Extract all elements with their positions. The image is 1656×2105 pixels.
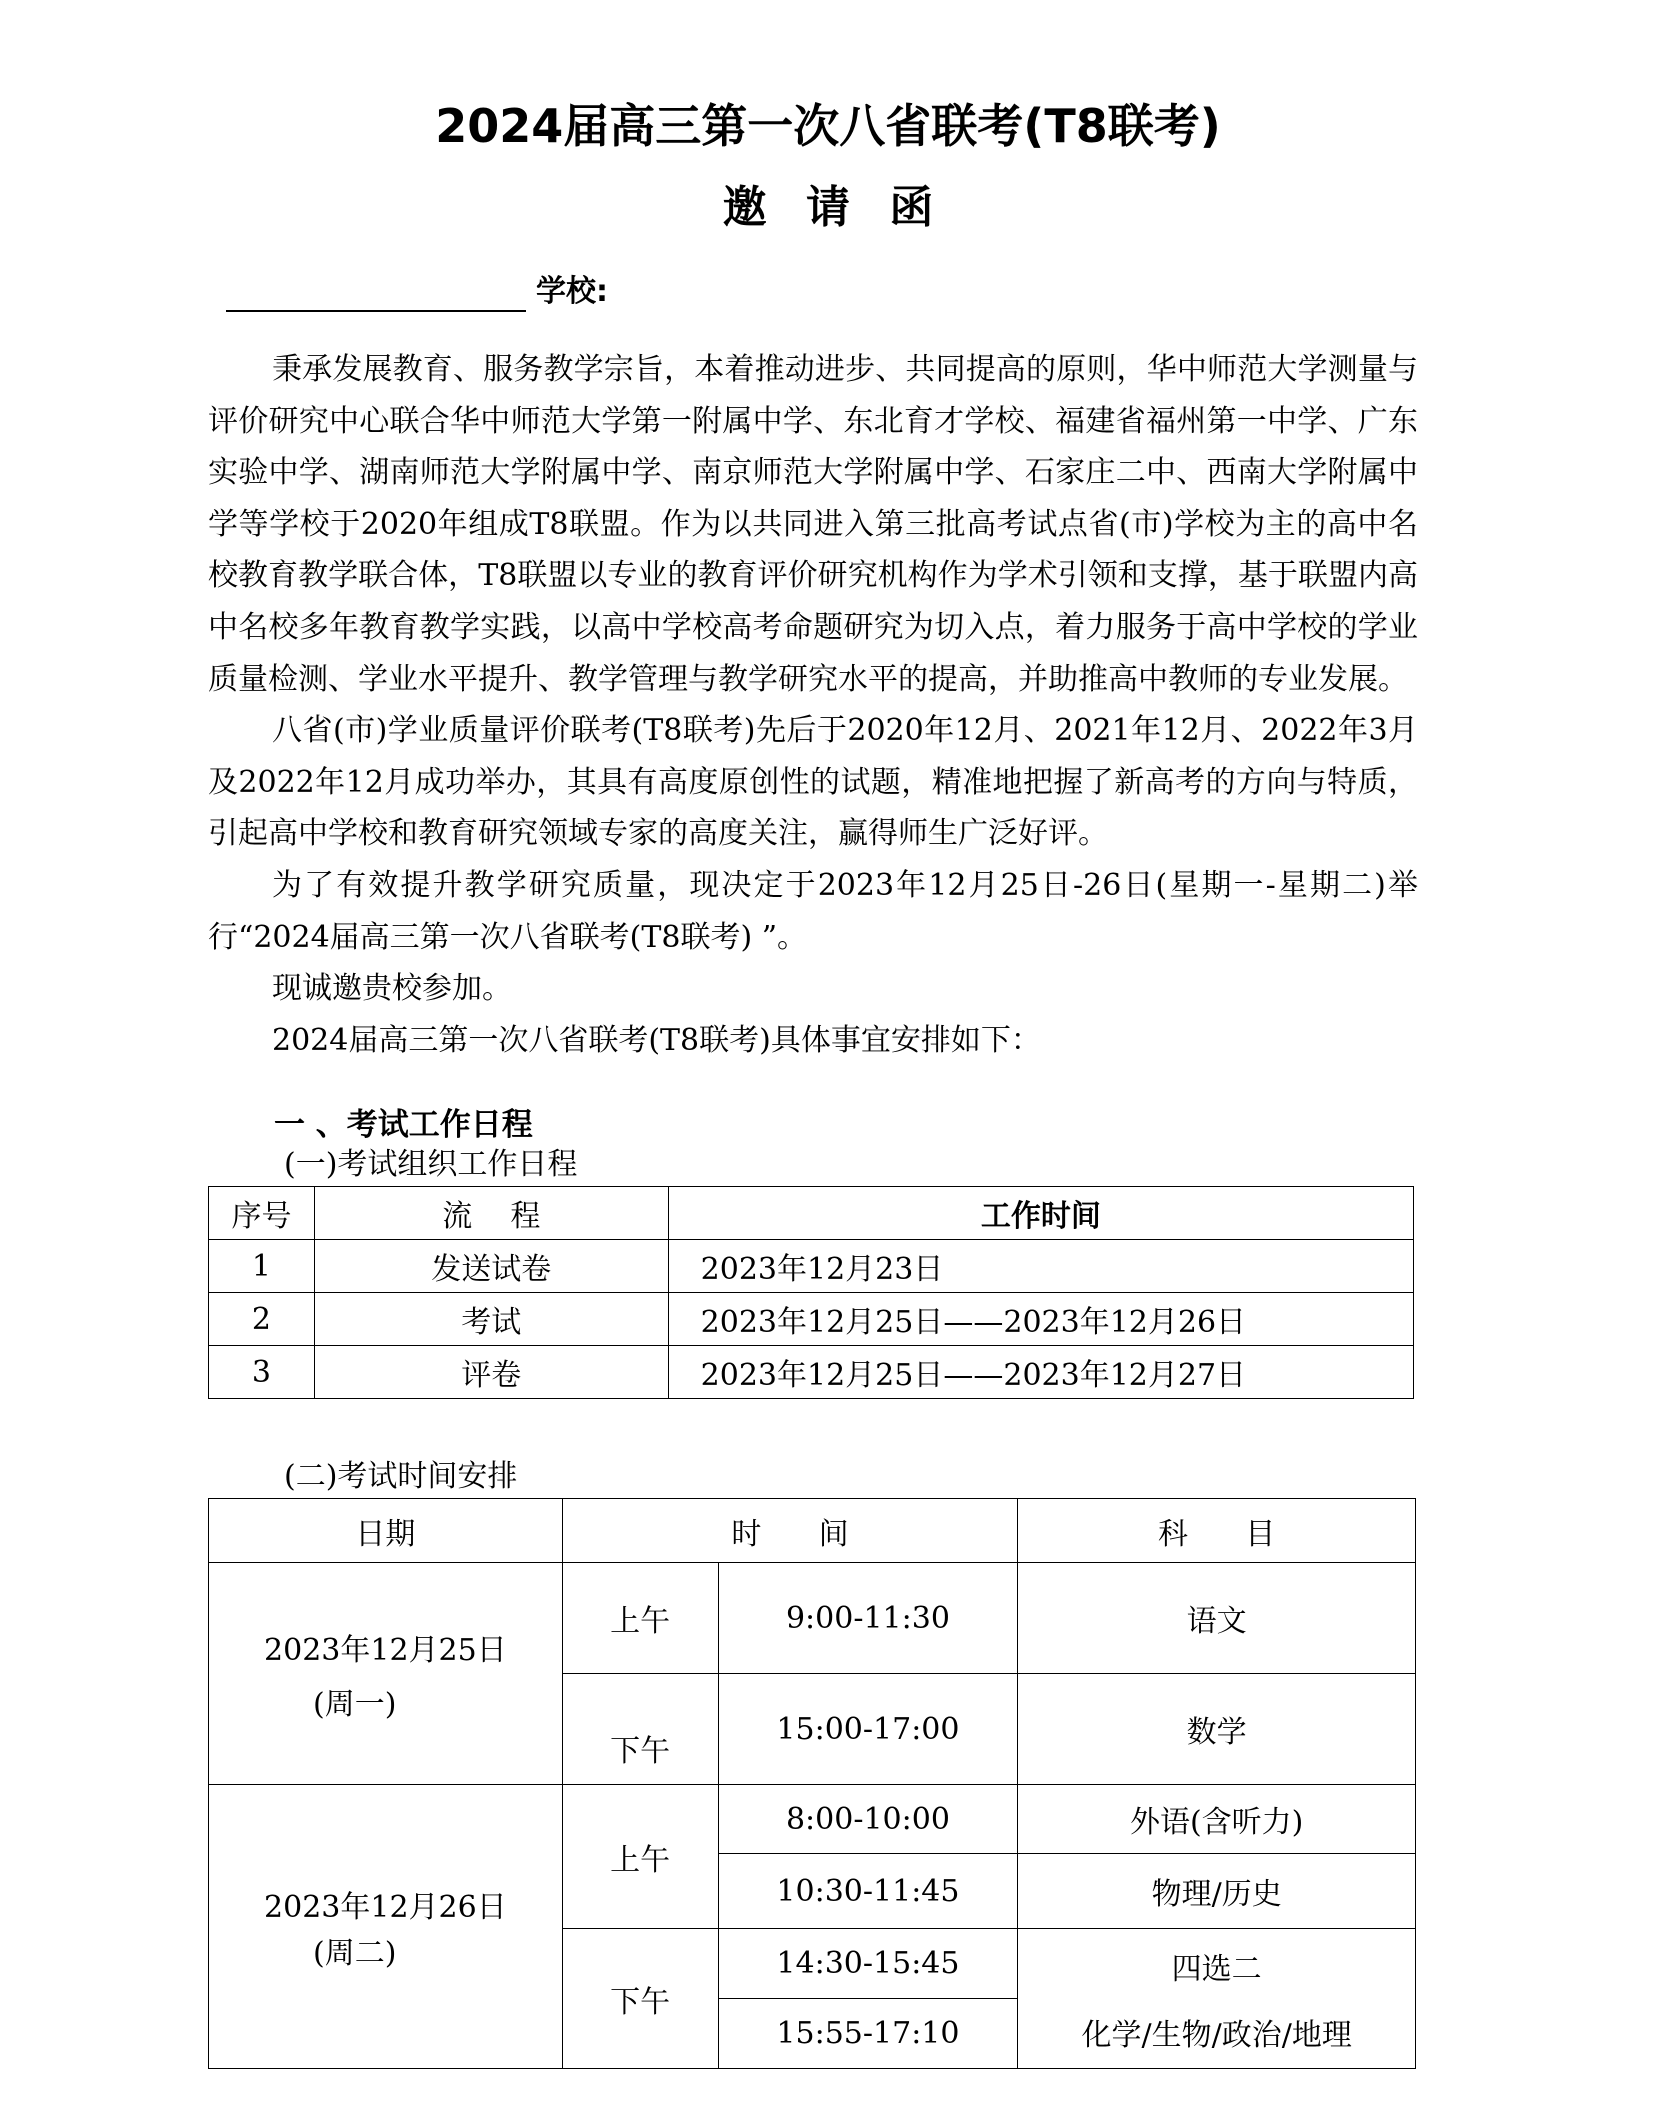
header-subject: 科 目 [1018, 1499, 1416, 1563]
cell-time: 14:30-15:45 [718, 1929, 1018, 1999]
paragraph: 为了有效提升教学研究质量，现决定于2023年12月25日-26日(星期一-星期二)举行“2024届高三第一次八省联考(T8联考) ”。 [208, 867, 1418, 955]
header-no: 序号 [209, 1187, 315, 1240]
weekday-text: (周二) [313, 1935, 397, 1971]
subsection-heading-2: (二)考试时间安排 [284, 1459, 518, 1494]
subsection-heading-1: (一)考试组织工作日程 [284, 1147, 578, 1182]
cell-step: 评卷 [314, 1346, 668, 1399]
table-header-row [209, 1187, 1414, 1240]
cell-period: 上午 [562, 1563, 718, 1674]
date-text: 2023年12月26日 [264, 1889, 507, 1925]
cell-subject: 语文 [1018, 1563, 1416, 1674]
header-step: 流 程 [314, 1187, 668, 1240]
subtitle-char: 函 [889, 182, 934, 233]
weekday-text: (周一) [313, 1686, 397, 1722]
cell-time: 15:00-17:00 [718, 1674, 1018, 1785]
cell-date [209, 1563, 563, 1785]
subject-line: 化学/生物/政治/地理 [1081, 2017, 1352, 2053]
date-text: 2023年12月25日 [264, 1632, 507, 1668]
cell-no: 1 [209, 1240, 315, 1293]
paragraph: 秉承发展教育、服务教学宗旨，本着推动进步、共同提高的原则，华中师范大学测量与评价研究中心联合华中师范大学第一附属中学、东北育才学校、福建省福州第一中学、广东实验中学、湖南师范大学附属中学、南京师范大学附属中学、石家庄二中、西南大学附属中学等学校于2020年组成T8联盟。作为以共同进入第三批高考试点省(市)学校为主的高中名校教育教学联合体，T8联盟以专业的教育评价研究机构作为学术引领和支撑，基于联盟内高中名校多年教育教学实践，以高中学校高考命题研究为切入点，着力服务于高中学校的学业质量检测、学业水平提升、教学管理与教学研究水平的提高，并助推高中教师的专业发展。 [208, 352, 1418, 697]
cell-no: 2 [209, 1293, 315, 1346]
table-row [209, 1785, 1416, 1854]
cell-no: 3 [209, 1346, 315, 1399]
cell-subject: 物理/历史 [1018, 1854, 1416, 1929]
section-heading: 一 、考试工作日程 [274, 1107, 533, 1143]
table-row [209, 1563, 1416, 1674]
cell-subject: 外语(含听力) [1018, 1785, 1416, 1854]
cell-subject [1018, 1929, 1416, 2069]
subtitle-char: 请 [806, 182, 850, 233]
document-subtitle [0, 178, 1656, 238]
cell-step: 考试 [314, 1293, 668, 1346]
salutation [226, 272, 608, 312]
organization-schedule-table [208, 1186, 1414, 1399]
exam-time-table [208, 1498, 1416, 2069]
cell-period: 下午 [562, 1929, 718, 2069]
cell-period: 上午 [562, 1785, 718, 1929]
header-date: 日期 [209, 1499, 563, 1563]
cell-time: 8:00-10:00 [718, 1785, 1018, 1854]
school-name-blank [226, 280, 526, 312]
cell-time: 2023年12月23日 [668, 1240, 1413, 1293]
table-row [209, 1293, 1414, 1346]
subject-line: 四选二 [1171, 1951, 1262, 1987]
paragraph: 2024届高三第一次八省联考(T8联考)具体事宜安排如下： [272, 1022, 1041, 1058]
cell-time: 15:55-17:10 [718, 1999, 1018, 2069]
paragraph: 八省(市)学业质量评价联考(T8联考)先后于2020年12月、2021年12月、2022年3月及2022年12月成功举办，其具有高度原创性的试题，精准地把握了新高考的方向与特质，引起高中学校和教育研究领域专家的高度关注，赢得师生广泛好评。 [208, 713, 1418, 852]
letter-body [208, 344, 1418, 1066]
salutation-text: 学校: [536, 274, 608, 309]
cell-time: 10:30-11:45 [718, 1854, 1018, 1929]
header-time: 工作时间 [668, 1187, 1413, 1240]
table-header-row [209, 1499, 1416, 1563]
paragraph: 现诚邀贵校参加。 [272, 971, 512, 1007]
table-row [209, 1346, 1414, 1399]
document-title: 2024届高三第一次八省联考(T8联考) [435, 99, 1221, 153]
cell-period: 下午 [562, 1674, 718, 1785]
cell-time: 9:00-11:30 [718, 1563, 1018, 1674]
cell-step: 发送试卷 [314, 1240, 668, 1293]
table-row [209, 1240, 1414, 1293]
header-time: 时 间 [562, 1499, 1018, 1563]
cell-time: 2023年12月25日——2023年12月26日 [668, 1293, 1413, 1346]
cell-date [209, 1785, 563, 2069]
subtitle-char: 邀 [722, 182, 767, 233]
cell-time: 2023年12月25日——2023年12月27日 [668, 1346, 1413, 1399]
cell-subject: 数学 [1018, 1674, 1416, 1785]
